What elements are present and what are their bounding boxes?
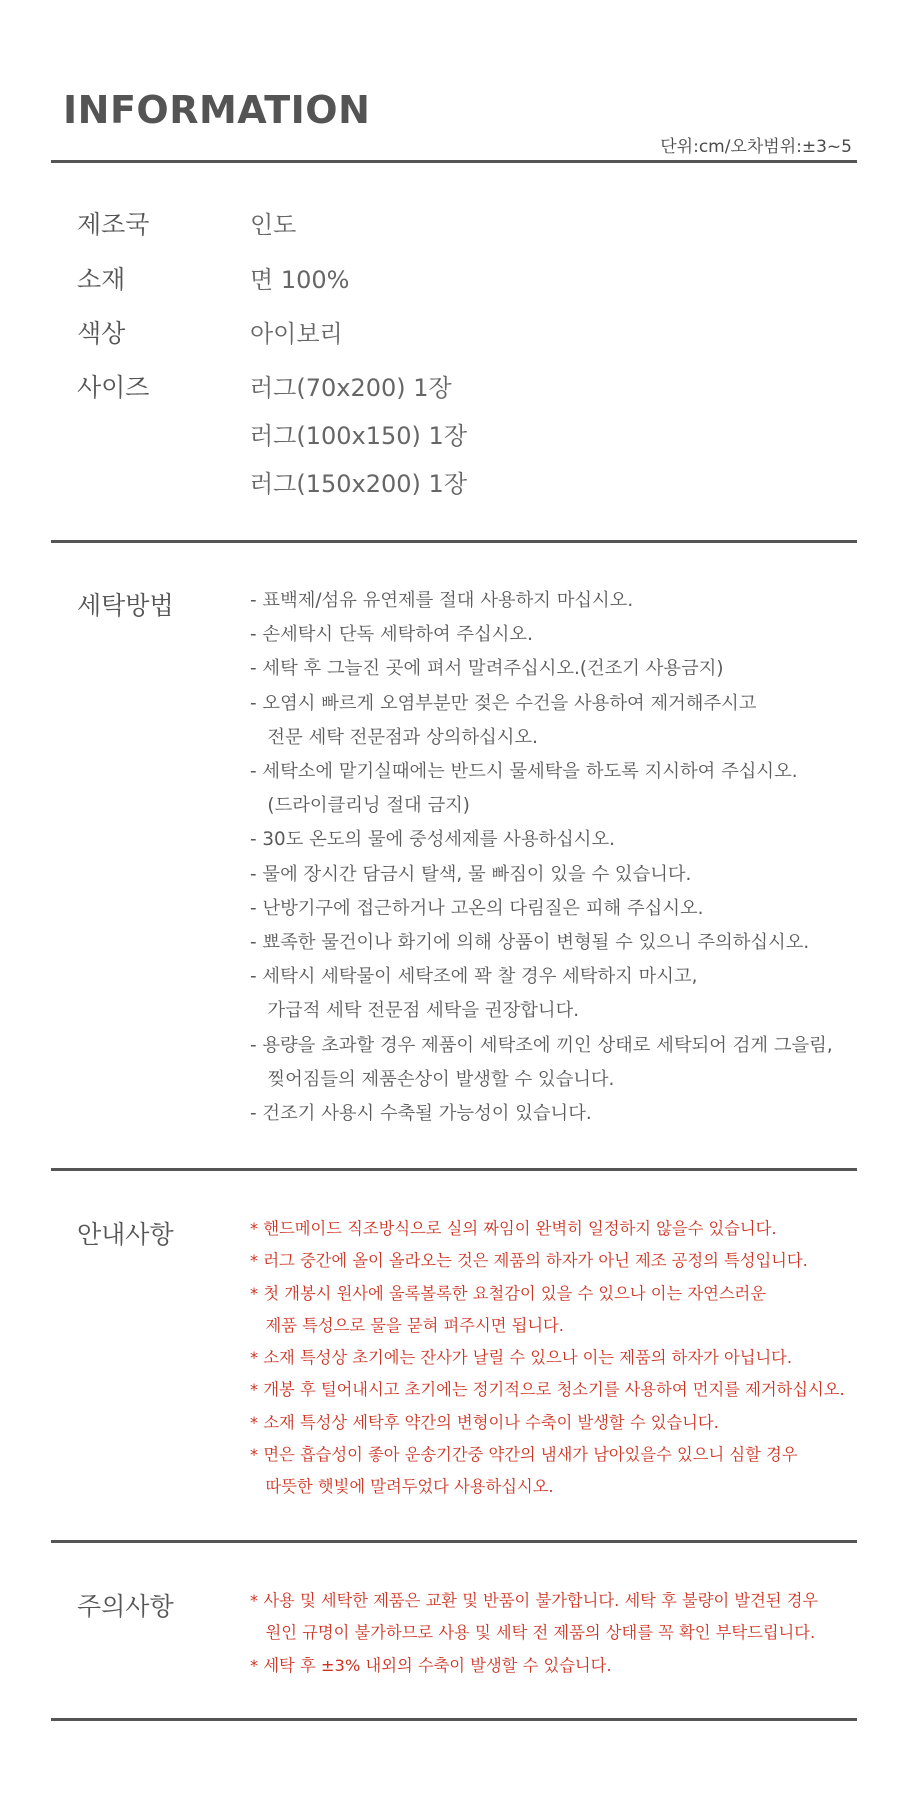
spec-label-origin: 제조국 xyxy=(77,210,150,239)
guide-label: 안내사항 xyxy=(77,1220,174,1249)
caution-label: 주의사항 xyxy=(77,1592,174,1621)
washing-instruction: - 30도 온도의 물에 중성세제를 사용하십시오. xyxy=(250,829,615,851)
spec-value-color: 아이보리 xyxy=(250,320,343,348)
guide-note: 따뜻한 햇빛에 말려두었다 사용하십시오. xyxy=(250,1477,554,1497)
washing-instruction: - 난방기구에 접근하거나 고온의 다림질은 피해 주십시오. xyxy=(250,897,704,919)
spec-value-size-2: 러그(100x150) 1장 xyxy=(250,422,467,450)
washing-instruction: - 용량을 초과할 경우 제품이 세탁조에 끼인 상태로 세탁되어 검게 그을림, xyxy=(250,1034,833,1056)
guide-note: * 소재 특성상 초기에는 잔사가 날릴 수 있으나 이는 제품의 하자가 아닙니다. xyxy=(250,1348,793,1368)
spec-value-size-3: 러그(150x200) 1장 xyxy=(250,470,467,498)
caution-note: * 세탁 후 ±3% 내외의 수축이 발생할 수 있습니다. xyxy=(250,1655,612,1675)
washing-instruction: - 뾰족한 물건이나 화기에 의해 상품이 변형될 수 있으니 주의하십시오. xyxy=(250,932,810,954)
washing-instruction: - 건조기 사용시 수축될 가능성이 있습니다. xyxy=(250,1103,592,1125)
washing-instruction: - 세탁시 세탁물이 세탁조에 꽉 찰 경우 세탁하지 마시고, xyxy=(250,966,698,988)
unit-note: 단위:cm/오차범위:±3~5 xyxy=(660,137,852,157)
spec-value-material: 면 100% xyxy=(250,266,350,294)
guide-list xyxy=(250,1213,845,1504)
caution-note: * 사용 및 세탁한 제품은 교환 및 반품이 불가합니다. 세탁 후 불량이 발견된 경우 xyxy=(250,1591,819,1610)
spec-label-material: 소재 xyxy=(77,265,126,294)
washing-instruction: - 오염시 빠르게 오염부분만 젖은 수건을 사용하여 제거해주시고 xyxy=(250,692,757,714)
guide-note: * 핸드메이드 직조방식으로 실의 짜임이 완벽히 일정하지 않을수 있습니다. xyxy=(250,1219,777,1238)
guide-note: * 면은 흡습성이 좋아 운송기간중 약간의 냄새가 남아있을수 있으니 심할 경우 xyxy=(250,1445,798,1465)
spec-value-origin: 인도 xyxy=(250,211,297,239)
guide-note: * 러그 중간에 올이 올라오는 것은 제품의 하자가 아닌 제조 공정의 특성입니다. xyxy=(250,1251,808,1271)
washing-instruction: - 물에 장시간 담금시 탈색, 물 빠짐이 있을 수 있습니다. xyxy=(250,863,692,885)
spec-label-size: 사이즈 xyxy=(77,373,150,402)
caution-note: 원인 규명이 불가하므로 사용 및 세탁 전 제품의 상태를 꼭 확인 부탁드립니다. xyxy=(250,1623,816,1643)
caution-list xyxy=(250,1585,818,1682)
guide-note: 제품 특성으로 물을 묻혀 펴주시면 됩니다. xyxy=(250,1315,564,1335)
divider xyxy=(51,1168,857,1171)
divider xyxy=(51,540,857,543)
washing-instruction: - 세탁소에 맡기실때에는 반드시 물세탁을 하도록 지시하여 주십시오. xyxy=(250,761,798,783)
guide-note: * 개봉 후 털어내시고 초기에는 정기적으로 청소기를 사용하여 먼지를 제거하십시오. xyxy=(250,1380,845,1400)
divider xyxy=(51,1540,857,1543)
washing-instruction: - 손세탁시 단독 세탁하여 주십시오. xyxy=(250,624,533,646)
guide-note: * 소재 특성상 세탁후 약간의 변형이나 수축이 발생할 수 있습니다. xyxy=(250,1412,719,1432)
divider xyxy=(51,160,857,163)
spec-label-color: 색상 xyxy=(77,319,126,348)
washing-instruction: - 세탁 후 그늘진 곳에 펴서 말려주십시오.(건조기 사용금지) xyxy=(250,658,724,680)
divider xyxy=(51,1718,857,1721)
washing-instruction: 전문 세탁 전문점과 상의하십시오. xyxy=(250,726,538,748)
washing-instruction: - 표백제/섬유 유연제를 절대 사용하지 마십시오. xyxy=(250,590,634,611)
guide-note: * 첫 개봉시 원사에 울록볼록한 요철감이 있을 수 있으나 이는 자연스러운 xyxy=(250,1283,767,1303)
washing-instruction: 찢어짐들의 제품손상이 발생할 수 있습니다. xyxy=(250,1068,615,1090)
washing-instruction: 가급적 세탁 전문점 세탁을 권장합니다. xyxy=(250,1000,580,1022)
spec-value-size-1: 러그(70x200) 1장 xyxy=(250,374,452,402)
washing-instruction: (드라이클리닝 절대 금지) xyxy=(250,795,470,817)
washing-list xyxy=(250,584,833,1131)
washing-label: 세탁방법 xyxy=(77,591,174,620)
page-title: INFORMATION xyxy=(63,88,371,132)
